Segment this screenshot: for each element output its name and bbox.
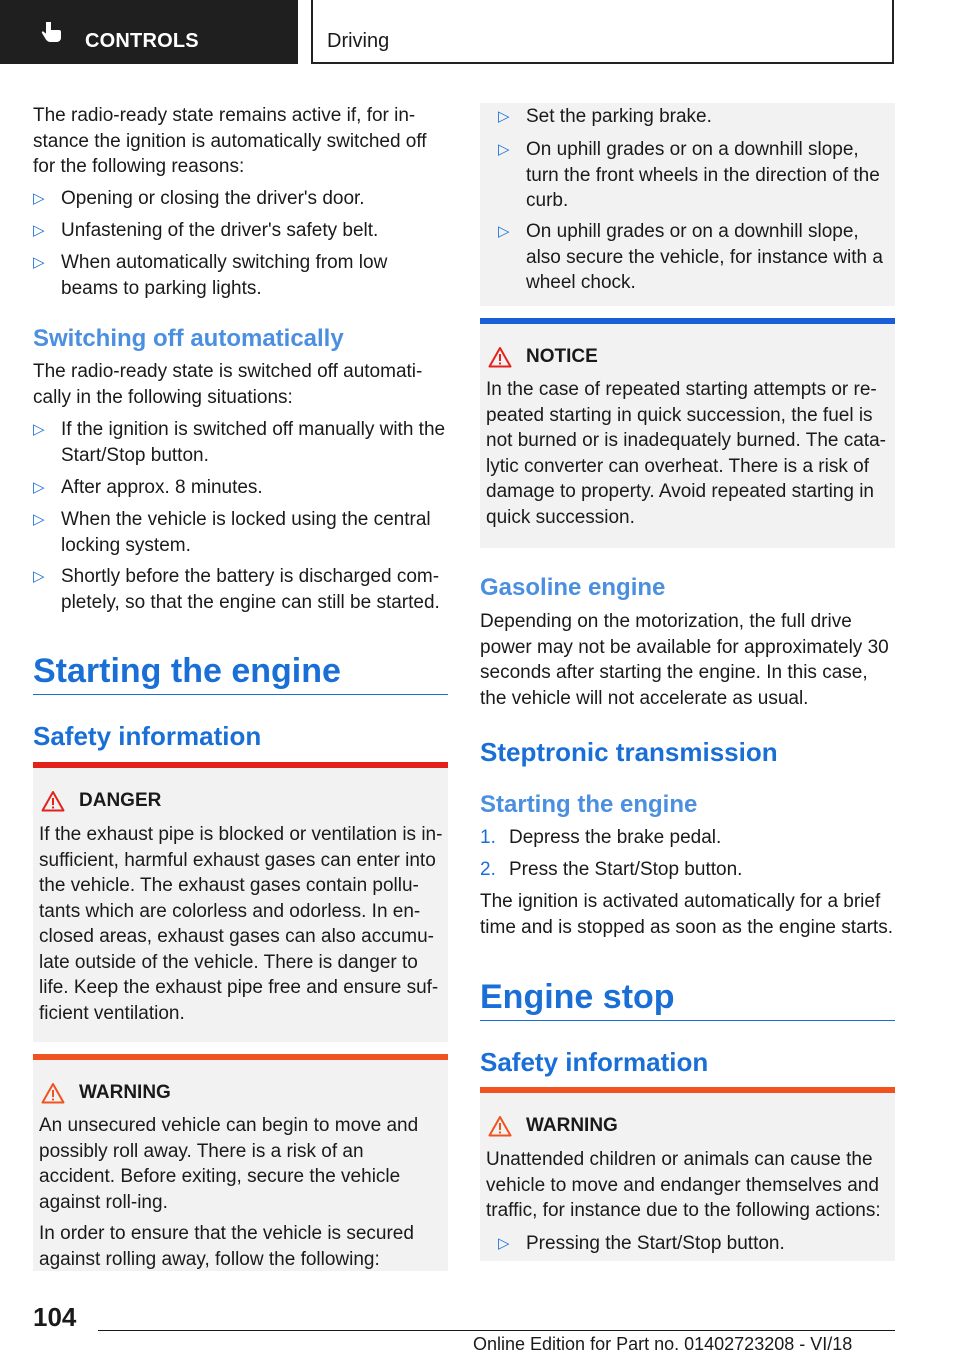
page-number: 104 <box>33 1302 77 1332</box>
triangle-bullet-icon: ▷ <box>498 223 510 240</box>
warning-box <box>33 1054 448 1271</box>
starting-engine-heading: Starting the engine <box>33 652 341 690</box>
gasoline-text: Depending on the motorization, the full drive power may not be available for approximately 30 seconds after starting the engine. In this case, the vehicle will not accelerate as usual. <box>480 611 889 709</box>
list-item: ▷ When the vehicle is locked using the central locking system. <box>33 509 431 556</box>
section-tab <box>0 0 298 64</box>
triangle-bullet-icon: ▷ <box>33 190 45 207</box>
triangle-bullet-icon: ▷ <box>498 141 510 158</box>
warning-continued-box <box>480 103 895 306</box>
switching-off-heading: Switching off automatically <box>33 325 344 352</box>
list-item: ▷ On uphill grades or on a downhill slope, turn the front wheels in the direction of the curb. <box>498 139 880 211</box>
warning-text-1: An unsecured vehicle can begin to move and possibly roll away. There is a risk of an accident. Before exiting, secure the vehicle against roll-ing. <box>39 1115 419 1213</box>
triangle-bullet-icon: ▷ <box>33 479 45 496</box>
safety-info-heading: Safety information <box>33 721 262 751</box>
notice-text: In the case of repeated starting attempts or re-peated starting in quick succession, the fuel is not burned or is inadequately burned. The cata-lytic converter can overheat. There is a risk of damage to property. Avoid repeated starting in quick succession. <box>486 379 886 528</box>
heading-rule <box>480 1020 895 1021</box>
list-item: ▷ Unfastening of the driver's safety belt. <box>33 218 448 244</box>
starting-engine-subheading: Starting the engine <box>480 791 698 818</box>
triangle-bullet-icon: ▷ <box>33 222 45 239</box>
section-label: CONTROLS <box>85 30 199 52</box>
danger-text: If the exhaust pipe is blocked or ventilation is in-sufficient, harmful exhaust gases can enter into the vehicle. The exhaust gases contain pollu-tants which are colorless and odorless. In en-closed areas, exhaust gases can also accumu-late outside of the vehicle. There is danger to life. Keep the exhaust pipe free and ensure suf-ficient ventilation. <box>39 824 443 1024</box>
switching-off-text: The radio-ready state is switched off automati-cally in the following situations: <box>33 361 423 408</box>
notice-title: NOTICE <box>488 346 598 368</box>
chapter-label: Driving <box>327 30 390 52</box>
list-item: 1. Depress the brake pedal. <box>480 827 722 848</box>
gasoline-heading: Gasoline engine <box>480 574 666 601</box>
warning-title: WARNING <box>488 1115 618 1137</box>
list-item: ▷ When automatically switching from low beams to parking lights. <box>33 252 388 299</box>
list-item: ▷ On uphill grades or on a downhill slope, also secure the vehicle, for instance with a wheel chock. <box>498 221 883 293</box>
warning-text: Unattended children or animals can cause the vehicle to move and endanger themselves and traffic, for instance due to the following actions: <box>486 1149 881 1221</box>
triangle-bullet-icon: ▷ <box>33 568 45 585</box>
danger-bar <box>33 762 448 768</box>
list-item: 2. Press the Start/Stop button. <box>480 859 743 880</box>
safety-info-heading: Safety information <box>480 1047 709 1077</box>
radio-ready-intro: The radio-ready state remains active if, for in-stance the ignition is automatically switched off for the following reasons: <box>33 105 427 177</box>
triangle-bullet-icon: ▷ <box>33 511 45 528</box>
list-item: ▷ After approx. 8 minutes. <box>33 475 448 501</box>
warning-triangle-icon <box>488 346 512 368</box>
warning-triangle-icon <box>41 790 65 812</box>
warning-triangle-icon <box>41 1082 65 1104</box>
steptronic-heading: Steptronic transmission <box>480 737 778 767</box>
warning-title: WARNING <box>41 1082 171 1104</box>
footer-rule <box>98 1330 895 1331</box>
list-item: ▷ If the ignition is switched off manually with the Start/Stop button. <box>33 419 446 466</box>
warning-triangle-icon <box>488 1115 512 1137</box>
list-item: ▷ Opening or closing the driver's door. <box>33 186 448 212</box>
footer-edition: Online Edition for Part no. 01402723208 - VI/18 <box>473 1334 853 1354</box>
triangle-bullet-icon: ▷ <box>33 421 45 438</box>
triangle-bullet-icon: ▷ <box>33 254 45 271</box>
danger-title: DANGER <box>41 790 161 812</box>
danger-box <box>33 762 448 1042</box>
triangle-bullet-icon: ▷ <box>498 108 510 125</box>
chapter-tab <box>311 0 894 64</box>
list-item: ▷ Set the parking brake. <box>498 104 916 130</box>
warning-bar <box>480 1087 895 1093</box>
warning-text-2: In order to ensure that the vehicle is secured against rolling away, follow the following: <box>39 1223 414 1270</box>
warning-bar <box>33 1054 448 1060</box>
notice-bar <box>480 318 895 324</box>
notice-box <box>480 318 895 548</box>
warning-box <box>480 1087 895 1261</box>
list-item: ▷ Pressing the Start/Stop button. <box>498 1231 906 1257</box>
triangle-bullet-icon: ▷ <box>498 1235 510 1252</box>
ignition-text: The ignition is activated automatically for a brief time and is stopped as soon as the engine starts. <box>480 891 893 938</box>
engine-stop-heading: Engine stop <box>480 978 675 1016</box>
heading-rule <box>33 694 448 695</box>
hand-pointer-icon <box>40 20 64 44</box>
list-item: ▷ Shortly before the battery is discharged com-pletely, so that the engine can still be started. <box>33 566 440 613</box>
